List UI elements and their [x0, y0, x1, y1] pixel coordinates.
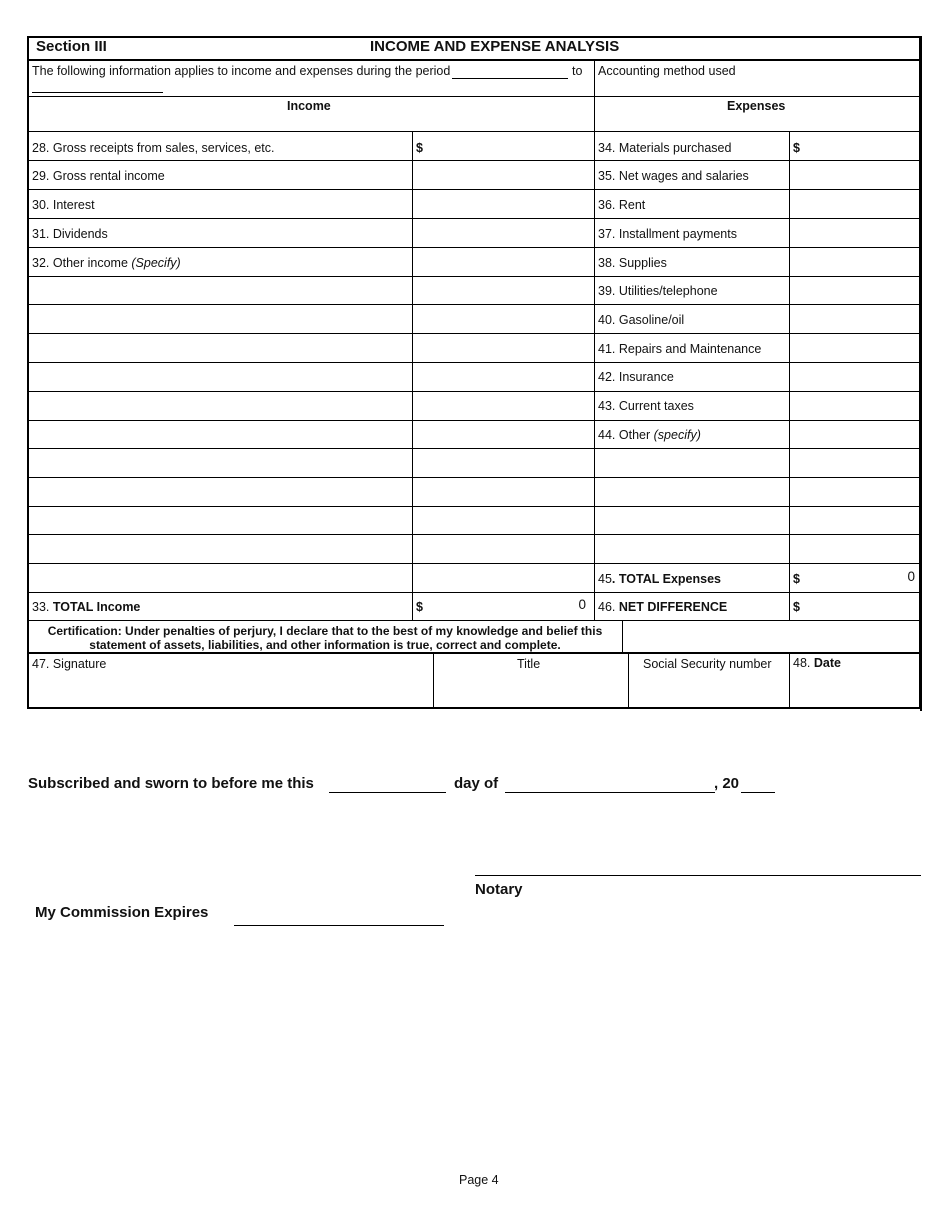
income-item-28: 28. Gross receipts from sales, services, etc. — [32, 141, 275, 155]
table-row-line — [28, 391, 921, 392]
signature-field[interactable] — [30, 672, 430, 706]
period-end-field[interactable] — [32, 92, 163, 93]
period-divider — [594, 60, 595, 620]
expense-item-35-field[interactable] — [791, 162, 918, 188]
total-expenses-label: 45. TOTAL Expenses — [598, 572, 721, 586]
total-income-dollar: $ — [416, 600, 423, 614]
net-difference-field[interactable] — [806, 593, 918, 619]
income-other-amount-field[interactable] — [414, 565, 592, 591]
income-other-amount-field[interactable] — [414, 479, 592, 505]
income-item-30-field[interactable] — [414, 191, 592, 217]
expense-other-amount-field[interactable] — [791, 450, 918, 476]
table-row-line — [28, 333, 921, 334]
table-row-line — [28, 592, 921, 593]
income-other-description-field[interactable] — [30, 479, 410, 505]
total-income-value[interactable]: 0 — [578, 597, 586, 612]
income-other-amount-field[interactable] — [414, 306, 592, 332]
table-row-line — [28, 420, 921, 421]
net-difference-dollar: $ — [793, 600, 800, 614]
expense-item-36-field[interactable] — [791, 191, 918, 217]
income-other-description-field[interactable] — [30, 565, 410, 591]
total-expenses-dollar: $ — [793, 572, 800, 586]
expense-item-43-field[interactable] — [791, 392, 918, 418]
header-divider — [27, 59, 922, 61]
table-row-line — [28, 160, 921, 161]
expense-item-37: 37. Installment payments — [598, 227, 737, 241]
signature-label: 47. Signature — [32, 657, 107, 671]
table-row-line — [28, 304, 921, 305]
table-row-line — [28, 563, 921, 564]
cert-top-line — [28, 620, 921, 621]
expense-other-description-field[interactable] — [596, 450, 787, 476]
expense-item-37-field[interactable] — [791, 220, 918, 246]
commission-field[interactable] — [234, 925, 444, 926]
period-start-field[interactable] — [452, 78, 568, 79]
expense-item-40-field[interactable] — [791, 306, 918, 332]
income-other-description-field[interactable] — [30, 335, 410, 361]
expense-item-39-field[interactable] — [791, 277, 918, 303]
expense-item-44-field[interactable] — [791, 421, 918, 447]
income-other-description-field[interactable] — [30, 364, 410, 390]
income-heading: Income — [287, 99, 331, 113]
period-text: The following information applies to income and expenses during the period — [32, 64, 451, 78]
expense-item-38-field[interactable] — [791, 249, 918, 275]
expense-item-40: 40. Gasoline/oil — [598, 313, 685, 327]
expense-item-42: 42. Insurance — [598, 370, 674, 384]
income-item-31: 31. Dividends — [32, 227, 108, 241]
table-row-line — [28, 189, 921, 190]
income-amount-divider — [412, 131, 413, 620]
table-row-line — [28, 448, 921, 449]
table-row-line — [28, 218, 921, 219]
income-other-amount-field[interactable] — [414, 393, 592, 419]
commission-label: My Commission Expires — [35, 904, 209, 921]
expense-amount-divider — [789, 131, 790, 620]
sig-divider-1 — [433, 652, 434, 709]
sworn-prefix: Subscribed and sworn to before me this — [28, 775, 314, 792]
sig-divider-2 — [628, 652, 629, 709]
expense-other-description-field[interactable] — [596, 508, 787, 534]
certification-line-2: statement of assets, liabilities, and other information is true, correct and complete. — [89, 638, 561, 652]
date-label: 48. Date — [793, 656, 841, 670]
expenses-heading: Expenses — [727, 99, 786, 113]
expense-item-34-field[interactable] — [806, 133, 918, 159]
expense-item-43: 43. Current taxes — [598, 399, 694, 413]
income-other-description-field[interactable] — [30, 422, 410, 448]
expense-item-41-field[interactable] — [791, 335, 918, 361]
title-field[interactable] — [436, 672, 626, 706]
table-row-line — [28, 534, 921, 535]
income-other-amount-field[interactable] — [414, 508, 592, 534]
table-row-line — [28, 477, 921, 478]
ssn-field[interactable] — [631, 672, 787, 706]
expense-item-44: 44. Other (specify) — [598, 428, 701, 442]
sworn-year-field[interactable] — [741, 792, 775, 793]
headings-bottom-line — [28, 131, 921, 132]
income-other-description-field[interactable] — [30, 536, 410, 562]
income-item-28-dollar: $ — [416, 141, 423, 155]
income-other-amount-field[interactable] — [414, 422, 592, 448]
income-other-amount-field[interactable] — [414, 364, 592, 390]
income-item-30: 30. Interest — [32, 198, 95, 212]
section-label: Section III — [36, 38, 107, 55]
ssn-label: Social Security number — [643, 657, 772, 671]
frame-right-shadow — [920, 36, 922, 711]
form-title: INCOME AND EXPENSE ANALYSIS — [370, 38, 620, 55]
expense-item-42-field[interactable] — [791, 363, 918, 389]
period-bottom-line — [28, 96, 921, 97]
total-income-label: 33. TOTAL Income — [32, 600, 141, 614]
date-field[interactable] — [792, 672, 918, 706]
income-item-28-field[interactable] — [430, 133, 590, 159]
expense-other-description-field[interactable] — [596, 536, 787, 562]
sworn-month-field[interactable] — [505, 792, 715, 793]
income-other-description-field[interactable] — [30, 306, 410, 332]
period-to-label: to — [572, 64, 583, 78]
expense-item-34: 34. Materials purchased — [598, 141, 732, 155]
notary-signature-line[interactable] — [475, 875, 921, 876]
income-other-amount-field[interactable] — [414, 536, 592, 562]
expense-item-38: 38. Supplies — [598, 256, 667, 270]
income-other-amount-field[interactable] — [414, 335, 592, 361]
total-expenses-value[interactable]: 0 — [907, 569, 915, 584]
expense-item-41: 41. Repairs and Maintenance — [598, 342, 762, 356]
table-row-line — [28, 276, 921, 277]
income-other-description-field[interactable] — [30, 393, 410, 419]
income-item-32-field[interactable] — [414, 249, 592, 275]
cert-bottom-line — [28, 652, 921, 654]
income-item-29: 29. Gross rental income — [32, 169, 165, 183]
table-row-line — [28, 247, 921, 248]
expense-item-39: 39. Utilities/telephone — [598, 284, 718, 298]
sig-divider-3 — [789, 652, 790, 709]
income-other-amount-field[interactable] — [414, 278, 592, 304]
net-difference-label: 46. NET DIFFERENCE — [598, 600, 728, 614]
income-other-description-field[interactable] — [30, 278, 410, 304]
notary-label: Notary — [475, 881, 523, 898]
sworn-year-prefix: , 20 — [714, 775, 740, 792]
expense-item-35: 35. Net wages and salaries — [598, 169, 749, 183]
expense-other-amount-field[interactable] — [791, 536, 918, 562]
sworn-day-of: day of — [454, 775, 499, 792]
expense-item-34-dollar: $ — [793, 141, 800, 155]
income-other-description-field[interactable] — [30, 508, 410, 534]
expense-other-amount-field[interactable] — [791, 508, 918, 534]
certification-text — [28, 624, 622, 652]
page-number: Page 4 — [459, 1173, 499, 1187]
income-other-amount-field[interactable] — [414, 450, 592, 476]
income-other-description-field[interactable] — [30, 450, 410, 476]
expense-other-amount-field[interactable] — [791, 479, 918, 505]
cert-divider — [622, 620, 623, 652]
income-item-31-field[interactable] — [414, 220, 592, 246]
accounting-method-label: Accounting method used — [598, 64, 736, 78]
title-label: Title — [517, 657, 541, 671]
certification-line-1: Certification: Under penalties of perjury, I declare that to the best of my knowledge and belief this — [47, 624, 603, 638]
table-row-line — [28, 506, 921, 507]
expense-item-36: 36. Rent — [598, 198, 646, 212]
income-item-29-field[interactable] — [414, 162, 592, 188]
income-item-32: 32. Other income (Specify) — [32, 256, 181, 270]
table-row-line — [28, 362, 921, 363]
sworn-day-field[interactable] — [329, 792, 446, 793]
expense-other-description-field[interactable] — [596, 479, 787, 505]
